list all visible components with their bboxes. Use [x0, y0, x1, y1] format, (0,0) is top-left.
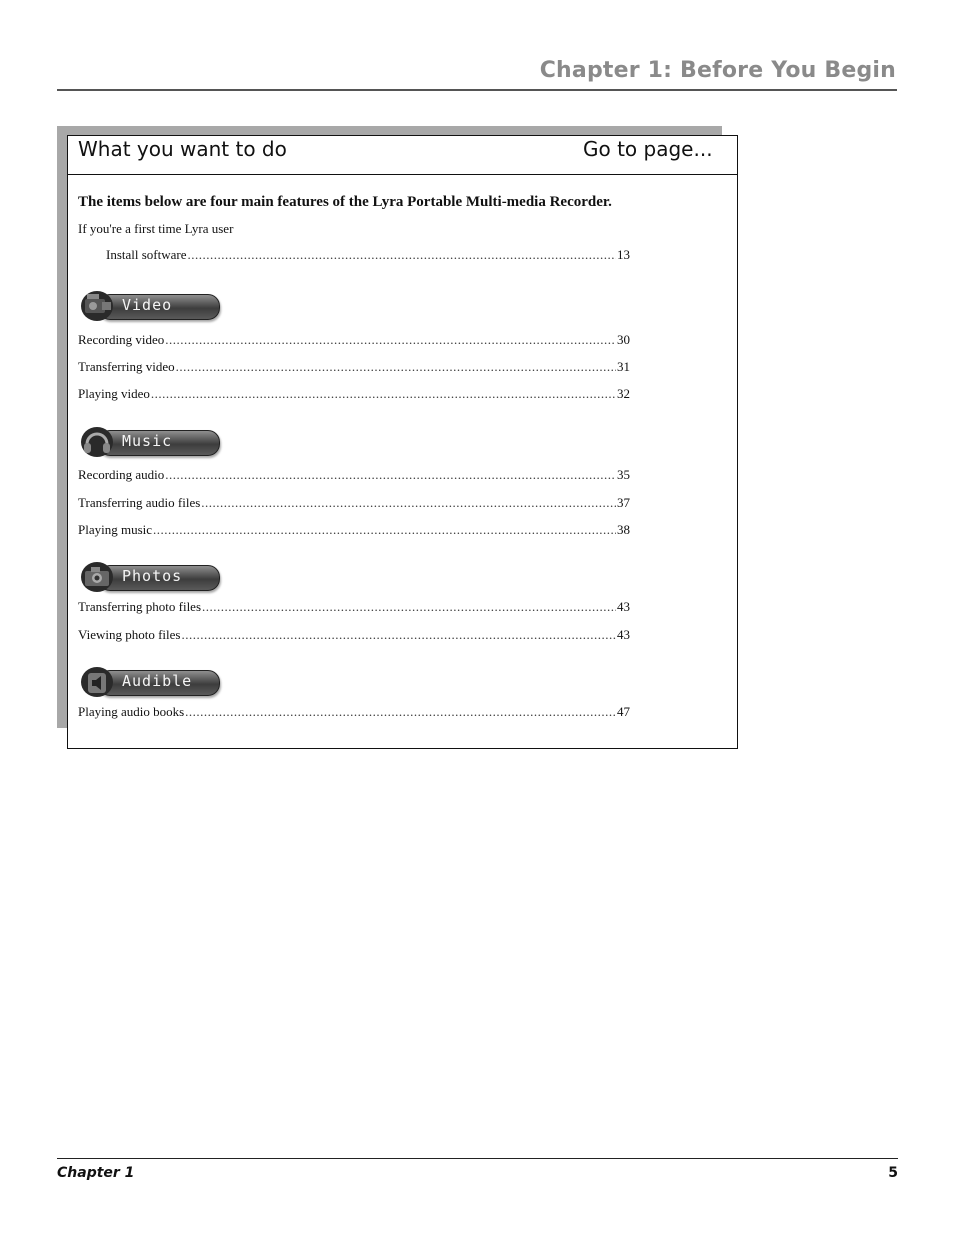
toc-page: 43	[617, 627, 630, 642]
leader-dots	[185, 704, 616, 720]
toc-row	[78, 386, 630, 402]
first-time-user-text: If you're a first time Lyra user	[78, 221, 234, 236]
header-rule	[57, 89, 897, 91]
footer-rule	[57, 1158, 898, 1159]
speaker-icon	[80, 666, 114, 698]
toc-page: 47	[617, 704, 630, 719]
toc-page: 37	[617, 495, 630, 510]
toc-label: Playing audio books	[78, 704, 185, 719]
camera-icon	[80, 561, 114, 593]
toc-page: 38	[617, 522, 630, 537]
box-shadow-top	[57, 126, 722, 135]
section-title-audible: Audible	[122, 672, 193, 690]
toc-label: Transferring video	[78, 359, 175, 374]
section-title-music: Music	[122, 432, 173, 450]
toc-page: 13	[617, 247, 630, 262]
intro-text: The items below are four main features of the Lyra Portable Multi-media Recorder.	[78, 194, 612, 210]
leader-dots	[165, 332, 616, 348]
table-header	[68, 136, 737, 175]
section-title-video: Video	[122, 296, 173, 314]
toc-label: Recording video	[78, 332, 165, 347]
camcorder-icon	[80, 290, 114, 322]
toc-label: Install software	[106, 247, 187, 262]
leader-dots	[151, 386, 616, 402]
toc-page: 32	[617, 386, 630, 401]
column-header-task: What you want to do	[78, 137, 287, 161]
toc-row	[78, 704, 630, 720]
toc-row	[78, 627, 630, 643]
leader-dots	[181, 627, 616, 643]
toc-page: 43	[617, 599, 630, 614]
toc-label: Playing video	[78, 386, 150, 401]
toc-row	[78, 599, 630, 615]
toc-page: 35	[617, 467, 630, 482]
section-button-photos	[80, 559, 220, 593]
section-button-audible	[80, 664, 220, 698]
toc-label: Transferring photo files	[78, 599, 202, 614]
leader-dots	[202, 599, 616, 615]
toc-row	[78, 332, 630, 348]
footer-chapter: Chapter 1	[57, 1165, 135, 1181]
toc-page: 30	[617, 332, 630, 347]
column-header-page: Go to page...	[583, 137, 713, 161]
toc-row	[78, 467, 630, 483]
section-button-video	[80, 288, 220, 322]
toc-label: Transferring audio files	[78, 495, 201, 510]
leader-dots	[165, 467, 616, 483]
footer-page-number: 5	[888, 1165, 898, 1181]
toc-row-install	[106, 247, 630, 263]
toc-row	[78, 495, 630, 511]
leader-dots	[201, 495, 616, 511]
box-shadow-left	[57, 126, 67, 728]
toc-page: 31	[617, 359, 630, 374]
toc-label: Playing music	[78, 522, 153, 537]
headphones-icon	[80, 426, 114, 458]
toc-label: Recording audio	[78, 467, 165, 482]
toc-row	[78, 522, 630, 538]
toc-row	[78, 359, 630, 375]
toc-label: Viewing photo files	[78, 627, 181, 642]
section-title-photos: Photos	[122, 567, 183, 585]
page-header-title: Chapter 1: Before You Begin	[539, 58, 896, 83]
feature-table	[67, 135, 738, 749]
leader-dots	[176, 359, 616, 375]
section-button-music	[80, 424, 220, 458]
leader-dots	[188, 247, 616, 263]
leader-dots	[153, 522, 616, 538]
